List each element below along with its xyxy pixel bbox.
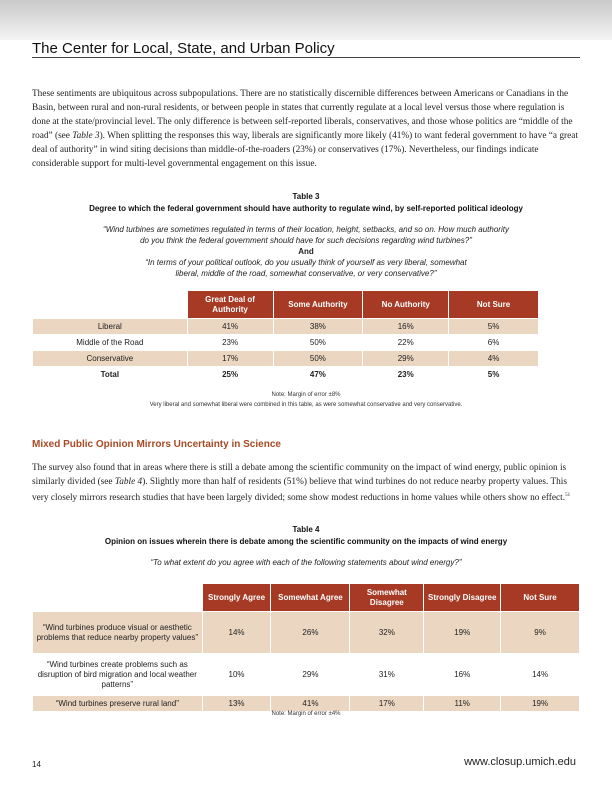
table3 [32, 290, 539, 383]
table4-header-somewhat-agree: Somewhat Agree [271, 584, 350, 612]
row-label: “Wind turbines produce visual or aesthetic problems that reduce nearby property values” [33, 612, 203, 654]
cell: 4% [449, 351, 539, 367]
table3-question-2b: liberal, middle of the road, somewhat conservative, or very conservative?” [175, 269, 437, 278]
header-band [0, 0, 612, 40]
section-heading: Mixed Public Opinion Mirrors Uncertainty in Science [32, 439, 281, 450]
table3-note-combined: Very liberal and somewhat liberal were combined in this table, as were somewhat conservative and very conservative. [149, 402, 463, 408]
table3-question-1b: do you think the federal government should have for such decisions regarding wind turbines?” [140, 236, 472, 245]
row-label: Conservative [33, 351, 188, 367]
cell: 16% [363, 319, 449, 335]
row-label: Middle of the Road [33, 335, 188, 351]
table4-reference: Table 4 [114, 477, 143, 487]
table4-header-not-sure: Not Sure [501, 584, 580, 612]
table3-question-2a: “In terms of your political outlook, do you usually think of yourself as very liberal, somewhat [145, 258, 467, 267]
table-row-total [33, 367, 539, 383]
table3-note-margin: Note: Margin of error ±8% [271, 392, 341, 398]
cell: 5% [449, 319, 539, 335]
cell: 29% [271, 654, 350, 696]
table-row [33, 319, 539, 335]
footnote-marker: 51 [565, 493, 571, 498]
cell: 31% [350, 654, 424, 696]
table4-note-margin: Note: Margin of error ±4% [271, 711, 341, 717]
cell: 38% [273, 319, 363, 335]
cell: 50% [273, 335, 363, 351]
table3-header-some: Some Authority [273, 291, 363, 319]
table3-header-great-deal: Great Deal of Authority [187, 291, 273, 319]
cell: 47% [273, 367, 363, 383]
table4-header-strongly-disagree: Strongly Disagree [424, 584, 501, 612]
cell: 5% [449, 367, 539, 383]
table3-header-no: No Authority [363, 291, 449, 319]
table3-title: Degree to which the federal government should have authority to regulate wind, by self-reported political ideology [89, 204, 523, 213]
table-row [33, 335, 539, 351]
row-label: Liberal [33, 319, 188, 335]
cell: 11% [424, 696, 501, 712]
row-label: “Wind turbines preserve rural land” [33, 696, 203, 712]
cell: 41% [187, 319, 273, 335]
table4-title: Opinion on issues wherein there is debate among the scientific community on the impacts of wind energy [104, 537, 508, 546]
cell: 32% [350, 612, 424, 654]
table3-and: And [298, 247, 314, 256]
section-paragraph: The survey also found that in areas where there is still a debate among the scientific community on the impact of wind energy, public opinion is similarly divided (see Table 4). Slightly more than half of residents (51%) believe that wind turbines do not reduce nearby property values. This very closely mirrors research studies that have been largely divided; some show modest reductions in home values while others show no effect.$^{51}$ [32, 463, 571, 504]
table4-header-somewhat-disagree: Somewhat Disagree [350, 584, 424, 612]
table4-corner [33, 584, 203, 612]
cell: 16% [424, 654, 501, 696]
cell: 14% [202, 612, 271, 654]
table3-label: Table 3 [292, 192, 320, 201]
cell: 9% [501, 612, 580, 654]
cell: 19% [424, 612, 501, 654]
cell: 10% [202, 654, 271, 696]
cell: 50% [273, 351, 363, 367]
cell: 6% [449, 335, 539, 351]
cell: 23% [187, 335, 273, 351]
cell: 26% [271, 612, 350, 654]
cell: 23% [363, 367, 449, 383]
cell: 41% [271, 696, 350, 712]
cell: 17% [350, 696, 424, 712]
table-row [33, 654, 580, 696]
cell: 13% [202, 696, 271, 712]
row-label: Total [33, 367, 188, 383]
table4-label: Table 4 [292, 525, 320, 534]
table3-corner [33, 291, 188, 319]
cell: 29% [363, 351, 449, 367]
cell: 22% [363, 335, 449, 351]
table3-question-1a: “Wind turbines are sometimes regulated in terms of their location, height, setbacks, and so on. How much authority [103, 225, 509, 234]
cell: 14% [501, 654, 580, 696]
cell: 25% [187, 367, 273, 383]
page-header-title: The Center for Local, State, and Urban Policy [32, 40, 335, 57]
header-divider [32, 57, 580, 58]
table3-reference: Table 3 [72, 131, 100, 141]
intro-paragraph: These sentiments are ubiquitous across subpopulations. There are no statistically discernible differences between Americans or Canadians in the Basin, between rural and non-rural residents, or between people in states that currently regulate at a local level versus those where regulation is done at the state/provincial level. The only difference is between self-reported liberals, conservatives, and those whose politics are “middle of the road” (see Table 3). When splitting the responses this way, liberals are significantly more likely (41%) to want federal government to have “a great deal of authority” in wind siting decisions than middle-of-the-roaders (23%) or conservatives (17%). Nevertheless, our findings indicate considerable support for multi-level governmental engagement on this issue. [32, 89, 578, 169]
page-number: 14 [32, 760, 41, 769]
table4-header-strongly-agree: Strongly Agree [202, 584, 271, 612]
table4-question: “To what extent do you agree with each of the following statements about wind energy?” [150, 558, 462, 567]
cell: 17% [187, 351, 273, 367]
table-row [33, 351, 539, 367]
row-label: “Wind turbines create problems such as disruption of bird migration and local weather patterns” [33, 654, 203, 696]
cell: 19% [501, 696, 580, 712]
table4 [32, 583, 580, 712]
table-row [33, 612, 580, 654]
footer-url: www.closup.umich.edu [464, 756, 576, 768]
table3-header-not-sure: Not Sure [449, 291, 539, 319]
